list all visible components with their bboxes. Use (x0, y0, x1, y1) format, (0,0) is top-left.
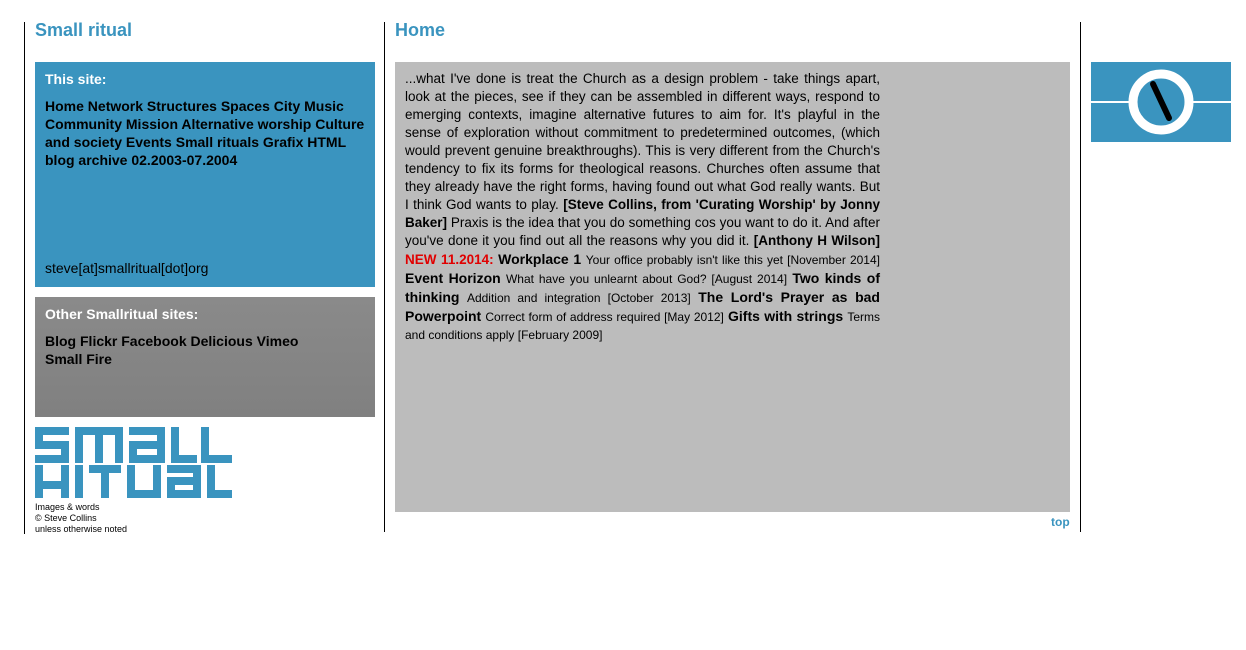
right-divider (1080, 22, 1081, 532)
this-site-heading: This site: (45, 71, 107, 87)
this-site-nav (45, 97, 365, 169)
nav-link-network[interactable]: Network (87, 98, 144, 114)
main-text (405, 70, 880, 344)
this-site-box (35, 62, 375, 287)
contact-email: steve[at]smallritual[dot]org (45, 260, 209, 276)
quote-collins-credit: [Steve Collins, from 'Curating Worship' by Jonny Baker] (405, 197, 881, 230)
nav-link-events[interactable]: Events (125, 134, 172, 150)
item-link-gifts-with-strings[interactable]: Gifts with strings (728, 308, 844, 324)
nav-link-mission[interactable]: Mission (125, 116, 179, 132)
smallritual-logo-icon (35, 427, 233, 499)
quote-wilson: Praxis is the idea that you do something cos you want to do it. And after you've done it you find out all the reasons why you did it. (405, 215, 880, 248)
nav-link-culture-and-society[interactable]: Culture and society (45, 116, 365, 150)
other-sites-box (35, 297, 375, 417)
middle-divider (384, 22, 385, 532)
nav-link-small-rituals[interactable]: Small rituals (175, 134, 259, 150)
item-link-lords-prayer[interactable]: The Lord's Prayer as bad Powerpoint (405, 289, 880, 324)
other-link-facebook[interactable]: Facebook (121, 333, 187, 349)
other-link-blog[interactable]: Blog (45, 333, 77, 349)
main-content-box (395, 62, 1070, 512)
item-desc-two-kinds-of-thinking: Addition and integration [October 2013] (466, 291, 691, 305)
nav-link-structures[interactable]: Structures (146, 98, 217, 114)
other-link-flickr[interactable]: Flickr (80, 333, 118, 349)
page-title: Home (395, 20, 446, 40)
item-link-workplace-1[interactable]: Workplace 1 (498, 251, 582, 267)
back-to-top-link[interactable]: top (1051, 515, 1070, 529)
quote-collins: ...what I've done is treat the Church as a design problem - take things apart, look at the pieces, see if they can be assembled in different ways, respond to emerging contexts, imagine alternative futures to aim for. It's playful in the sense of exploration without commitment to predetermined outcomes, (which would prevent genuine breakthroughs). This is very different from the Church's tendency to fix its forms for theological reasons. Churches often assume that they already have the right forms, having found out what God really wants. But I think God wants to play. (405, 71, 880, 212)
site-title[interactable]: Small ritual (35, 20, 133, 40)
nav-link-alternative-worship[interactable]: Alternative worship (181, 116, 312, 132)
item-link-event-horizon[interactable]: Event Horizon (405, 270, 501, 286)
nav-link-grafix[interactable]: Grafix (262, 134, 304, 150)
other-link-delicious[interactable]: Delicious (190, 333, 253, 349)
clock-badge-icon (1091, 62, 1231, 142)
nav-link-html-blog-archive[interactable]: HTML blog archive 02.2003-07.2004 (45, 134, 346, 168)
nav-link-music[interactable]: Music (304, 98, 344, 114)
new-label: NEW 11.2014: (405, 252, 494, 267)
nav-link-home[interactable]: Home (45, 98, 84, 114)
item-desc-lords-prayer: Correct form of address required [May 2012] (485, 310, 724, 324)
nav-link-city[interactable]: City (273, 98, 301, 114)
item-desc-event-horizon: What have you unlearnt about God? [August 2014] (505, 272, 788, 286)
credit-line-2: © Steve Collins (35, 513, 97, 523)
nav-link-community[interactable]: Community (45, 116, 122, 132)
other-sites-heading: Other Smallritual sites: (45, 306, 199, 322)
quote-wilson-credit: [Anthony H Wilson] (753, 233, 880, 248)
left-divider (24, 22, 25, 534)
nav-link-spaces[interactable]: Spaces (220, 98, 270, 114)
item-desc-workplace-1: Your office probably isn't like this yet [November 2014] (585, 253, 880, 267)
credit-line-3: unless otherwise noted (35, 524, 128, 534)
credit-line-1: Images & words (35, 502, 100, 512)
copyright-credit (35, 502, 127, 535)
other-link-vimeo[interactable]: Vimeo (256, 333, 299, 349)
other-sites-nav (45, 332, 365, 368)
item-link-two-kinds-of-thinking[interactable]: Two kinds of thinking (405, 270, 880, 305)
item-desc-gifts-with-strings: Terms and conditions apply [February 2009] (405, 310, 880, 342)
other-link-small-fire[interactable]: Small Fire (45, 351, 112, 367)
